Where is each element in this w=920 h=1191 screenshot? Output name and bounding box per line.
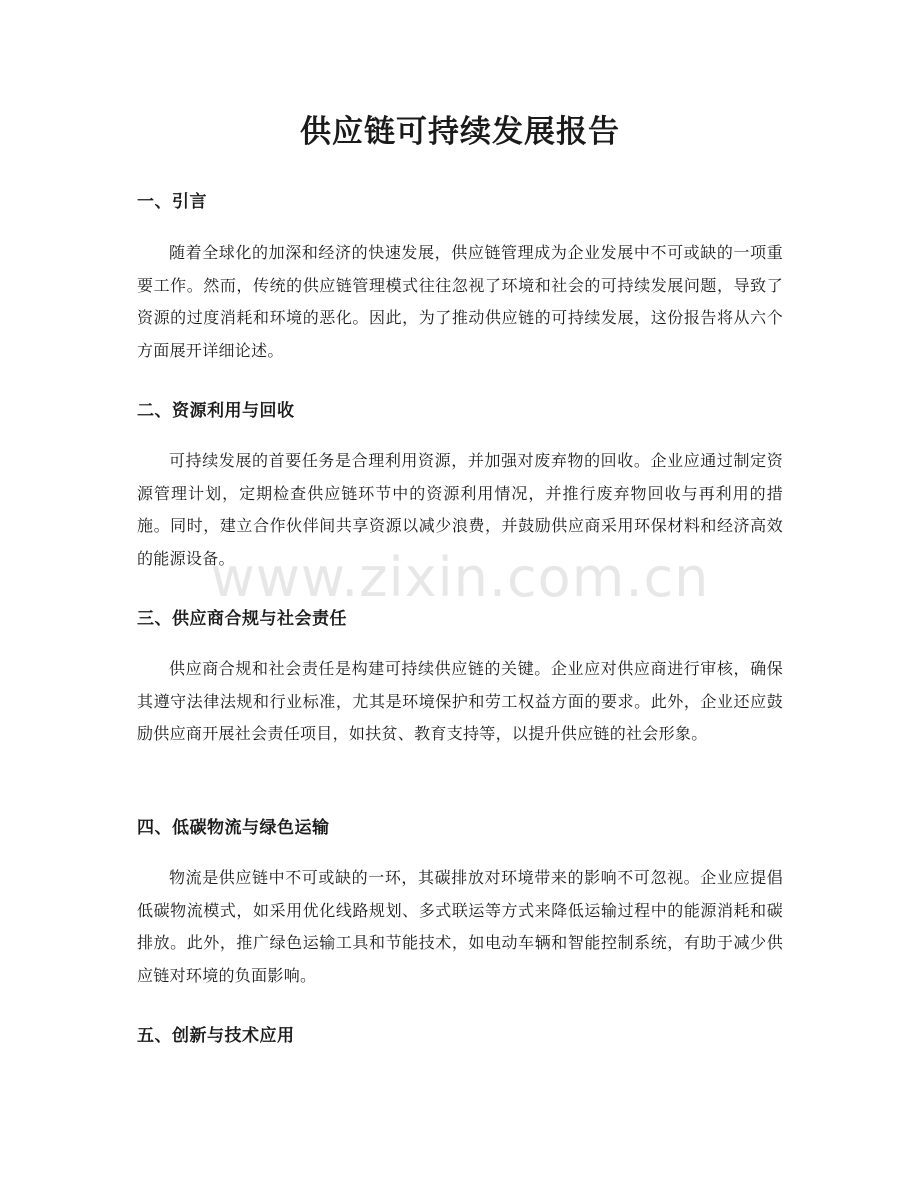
section-heading-low-carbon-logistics: 四、低碳物流与绿色运输 — [137, 818, 330, 838]
section-heading-resource-recycling: 二、资源利用与回收 — [137, 401, 295, 421]
section-paragraph-resource-recycling: 可持续发展的首要任务是合理利用资源，并加强对废弃物的回收。企业应通过制定资源管理计划，定期检查供应链环节中的资源利用情况，并推行废弃物回收与再利用的措施。同时，建立合作伙伴间共享资源以减少浪费，并鼓励供应商采用环保材料和经济高效的能源设备。 — [137, 451, 783, 568]
section-heading-introduction: 一、引言 — [137, 192, 207, 212]
section-heading-innovation-technology: 五、创新与技术应用 — [137, 1026, 295, 1046]
section-paragraph-low-carbon-logistics: 物流是供应链中不可或缺的一环，其碳排放对环境带来的影响不可忽视。企业应提倡低碳物流模式，如采用优化线路规划、多式联运等方式来降低运输过程中的能源消耗和碳排放。此外，推广绿色运输工具和节能技术，如电动车辆和智能控制系统，有助于减少供应链对环境的负面影响。 — [137, 868, 783, 985]
watermark: www.zixin.com.cn — [210, 546, 710, 609]
section-heading-supplier-compliance: 三、供应商合规与社会责任 — [137, 609, 347, 629]
section-paragraph-introduction: 随着全球化的加深和经济的快速发展，供应链管理成为企业发展中不可或缺的一项重要工作。然而，传统的供应链管理模式往往忽视了环境和社会的可持续发展问题，导致了资源的过度消耗和环境的恶化。因此，为了推动供应链的可持续发展，这份报告将从六个方面展开详细论述。 — [137, 243, 783, 360]
document-title: 供应链可持续发展报告 — [300, 114, 620, 150]
section-paragraph-supplier-compliance: 供应商合规和社会责任是构建可持续供应链的关键。企业应对供应商进行审核，确保其遵守法律法规和行业标准，尤其是环境保护和劳工权益方面的要求。此外，企业还应鼓励供应商开展社会责任项目，如扶贫、教育支持等，以提升供应链的社会形象。 — [137, 659, 783, 743]
